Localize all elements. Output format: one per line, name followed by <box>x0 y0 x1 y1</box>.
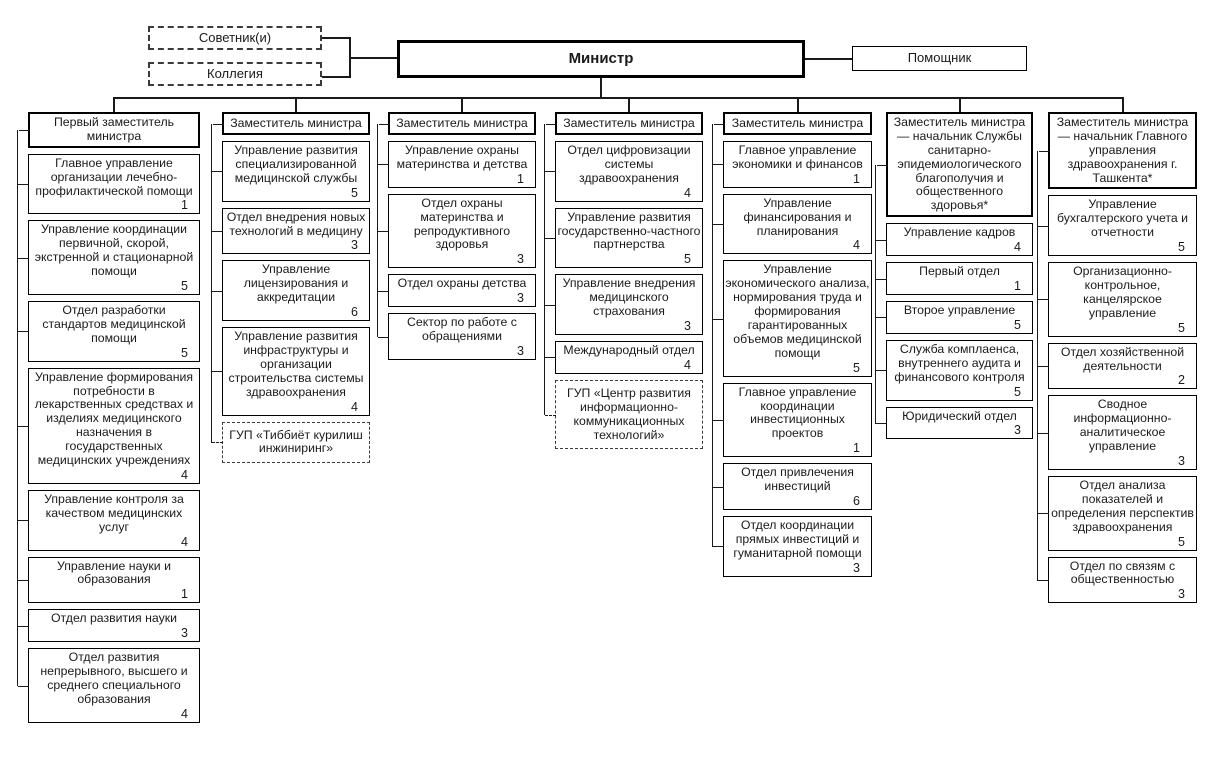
org-unit-box <box>1048 476 1197 551</box>
advisor-box <box>148 26 322 50</box>
connector-line <box>322 76 350 78</box>
unit-list <box>388 141 536 360</box>
org-unit-label: Отдел цифровизации системы здравоохранения <box>567 143 691 185</box>
org-unit-box <box>555 208 703 269</box>
org-unit-box <box>1048 395 1197 470</box>
org-unit-label: Управление охраны материнства и детства <box>396 143 528 171</box>
org-unit-label: Отдел внедрения новых технологий в медицину <box>226 209 366 238</box>
staff-count: 2 <box>1178 373 1185 388</box>
unit-list <box>1048 195 1197 603</box>
staff-count: 3 <box>684 319 691 334</box>
org-unit-label: Отдел анализа показателей и определения перспектив здравоохранения <box>1051 478 1194 534</box>
collegium-label: Коллегия <box>207 65 263 81</box>
staff-count: 4 <box>1014 240 1021 255</box>
staff-count: 3 <box>1178 454 1185 469</box>
org-unit-box <box>1048 262 1197 337</box>
unit-list <box>222 141 370 463</box>
deputy-header-label: Заместитель министра <box>563 115 695 130</box>
org-unit-label: Управление развития государственно-частного партнерства <box>557 209 701 252</box>
connector-line <box>1122 97 1124 112</box>
org-unit-label: Отдел по связям с общественностью <box>1069 558 1176 587</box>
deputy-header <box>555 112 703 135</box>
org-unit-label: Управление формирования потребности в лекарственных средствах и изделиях медицинского назначения в государственных медицинских учреждениях <box>34 369 194 468</box>
org-unit-box <box>886 223 1033 256</box>
org-column <box>222 112 370 469</box>
org-unit-box <box>555 380 703 450</box>
org-unit-box <box>886 340 1033 401</box>
staff-count: 4 <box>181 534 188 549</box>
column-spine-line <box>875 165 876 424</box>
org-unit-box <box>28 220 200 295</box>
deputy-header-label: Заместитель министра <box>731 115 864 130</box>
org-unit-box <box>388 194 536 269</box>
org-unit-box <box>886 407 1033 440</box>
staff-count: 5 <box>684 252 691 267</box>
org-unit-box <box>28 154 200 215</box>
org-unit-box <box>723 141 872 188</box>
org-unit-label: Управление финансирования и планирования <box>743 195 852 238</box>
org-unit-label: Главное управление экономики и финансов <box>732 143 863 171</box>
org-unit-box <box>723 194 872 255</box>
org-unit-box <box>555 274 703 335</box>
org-unit-label: Отдел развития непрерывного, высшего и среднего специального образования <box>40 650 188 706</box>
org-unit-label: Юридический отдел <box>902 408 1017 423</box>
staff-count: 1 <box>853 171 860 186</box>
deputy-header-label: Заместитель министра <box>396 115 528 130</box>
org-column <box>388 112 536 366</box>
staff-count: 3 <box>351 238 358 253</box>
unit-list <box>28 154 200 723</box>
column-spine-line <box>211 124 212 444</box>
org-column <box>723 112 872 583</box>
staff-count: 4 <box>853 238 860 253</box>
deputy-header-label: Заместитель министра <box>230 115 362 130</box>
staff-count: 5 <box>1178 240 1185 255</box>
org-unit-label: Главное управление организации лечебно-профилактической помощи <box>35 155 193 198</box>
org-unit-box <box>723 260 872 376</box>
deputy-header-label: Первый заместитель министра <box>53 115 175 143</box>
connector-line <box>797 97 799 112</box>
distribution-line <box>114 97 1123 99</box>
org-unit-label: Отдел координации прямых инвестиций и гуманитарной помощи <box>733 518 862 560</box>
org-unit-label: Отдел охраны детства <box>397 276 527 291</box>
org-unit-label: ГУП «Тиббиёт курилиш инжиниринг» <box>229 427 363 456</box>
org-unit-label: Управление внедрения медицинского страхования <box>562 276 696 319</box>
org-unit-box <box>28 648 200 723</box>
org-unit-box <box>28 609 200 642</box>
org-unit-box <box>388 141 536 188</box>
org-unit-box <box>723 516 872 577</box>
staff-count: 6 <box>853 494 860 509</box>
org-unit-label: Отдел привлечения инвестиций <box>741 465 854 494</box>
org-unit-box <box>222 327 370 415</box>
org-unit-label: Отдел разработки стандартов медицинской помощи <box>42 303 186 345</box>
staff-count: 3 <box>1014 423 1021 438</box>
deputy-header <box>1048 112 1197 189</box>
deputy-header <box>886 112 1033 217</box>
deputy-header-label: Заместитель министра — начальник Главного управления здравоохранения г. Ташкента* <box>1056 115 1189 185</box>
org-unit-label: ГУП «Центр развития информационно-коммуникационных технологий» <box>567 385 691 442</box>
staff-count: 3 <box>181 626 188 641</box>
column-spine-line <box>544 124 545 416</box>
staff-count: 4 <box>181 467 188 482</box>
org-unit-box <box>28 301 200 362</box>
org-column <box>886 112 1033 445</box>
org-unit-label: Управление кадров <box>903 225 1016 240</box>
staff-count: 3 <box>1178 587 1185 602</box>
org-unit-label: Управление контроля за качеством медицинских услуг <box>44 491 184 534</box>
staff-count: 5 <box>1014 317 1021 332</box>
staff-count: 1 <box>181 587 188 602</box>
org-column <box>1048 112 1197 609</box>
staff-count: 3 <box>517 291 524 306</box>
org-unit-label: Организационно-контрольное, канцелярское управление <box>1073 264 1172 320</box>
staff-count: 6 <box>351 305 358 320</box>
org-unit-label: Управление развития инфраструктуры и организации строительства системы здравоохранения <box>228 329 364 399</box>
deputy-header <box>723 112 872 135</box>
org-unit-label: Управление бухгалтерского учета и отчетности <box>1056 197 1189 240</box>
connector-line <box>322 37 350 39</box>
column-spine-line <box>712 124 713 547</box>
org-unit-label: Служба комплаенса, внутреннего аудита и финансового контроля <box>894 341 1025 384</box>
org-unit-label: Сектор по работе с обращениями <box>407 315 517 344</box>
connector-line <box>628 97 630 112</box>
org-unit-box <box>222 208 370 255</box>
connector-line <box>295 97 297 112</box>
staff-count: 4 <box>351 399 358 414</box>
staff-count: 5 <box>181 345 188 360</box>
org-unit-label: Сводное информационно-аналитическое управление <box>1073 397 1172 454</box>
staff-count: 5 <box>1178 320 1185 335</box>
assistant-box <box>852 46 1027 71</box>
staff-count: 1 <box>517 171 524 186</box>
staff-count: 5 <box>853 360 860 375</box>
org-unit-label: Управление развития специализированной медицинской службы <box>234 143 358 185</box>
staff-count: 5 <box>1178 534 1185 549</box>
org-unit-box <box>222 422 370 464</box>
org-unit-label: Управление науки и образования <box>57 558 171 587</box>
connector-line <box>805 58 852 60</box>
staff-count: 1 <box>1014 279 1021 294</box>
minister-label: Министр <box>568 49 634 67</box>
org-unit-box <box>555 341 703 374</box>
org-unit-label: Главное управление координации инвестиционных проектов <box>738 384 857 441</box>
org-unit-box <box>222 260 370 321</box>
advisor-label: Советник(и) <box>198 29 272 45</box>
unit-list <box>555 141 703 449</box>
staff-count: 4 <box>684 357 691 372</box>
org-unit-box <box>1048 343 1197 390</box>
org-unit-box <box>886 301 1033 334</box>
staff-count: 1 <box>853 441 860 456</box>
deputy-header <box>222 112 370 135</box>
staff-count: 4 <box>181 706 188 721</box>
org-unit-label: Второе управление <box>903 303 1016 318</box>
org-unit-label: Отдел хозяйственной деятельности <box>1060 344 1185 373</box>
connector-line <box>600 78 602 97</box>
org-unit-box <box>388 274 536 307</box>
assistant-label: Помощник <box>907 50 972 66</box>
column-spine-line <box>17 130 18 686</box>
org-unit-label: Управление координации первичной, скорой, экстренной и стационарной помощи <box>34 222 194 279</box>
org-unit-label: Отдел охраны материнства и репродуктивного здоровья <box>413 195 511 252</box>
org-unit-box <box>222 141 370 202</box>
staff-count: 1 <box>181 198 188 213</box>
org-unit-label: Управление лицензирования и аккредитации <box>243 262 349 305</box>
deputy-header <box>388 112 536 135</box>
org-unit-box <box>1048 557 1197 604</box>
connector-line <box>351 57 397 59</box>
column-spine-line <box>377 124 378 337</box>
deputy-header <box>28 112 200 148</box>
deputy-header-label: Заместитель министра — начальник Службы санитарно-эпидемиологического благополучия и общественного здоровья* <box>893 115 1026 213</box>
org-column <box>28 112 200 729</box>
staff-count: 3 <box>517 344 524 359</box>
staff-count: 4 <box>684 185 691 200</box>
org-unit-box <box>28 557 200 604</box>
org-unit-box <box>1048 195 1197 256</box>
org-column <box>555 112 703 455</box>
staff-count: 5 <box>1014 384 1021 399</box>
unit-list <box>886 223 1033 439</box>
unit-list <box>723 141 872 577</box>
staff-count: 5 <box>181 279 188 294</box>
staff-count: 5 <box>351 185 358 200</box>
org-unit-box <box>28 490 200 551</box>
org-unit-label: Отдел развития науки <box>50 611 178 626</box>
staff-count: 3 <box>517 252 524 267</box>
org-unit-label: Международный отдел <box>563 343 695 358</box>
org-unit-label: Управление экономического анализа, нормирования труда и формирования гарантированных объемов медицинской помощи <box>725 262 870 360</box>
org-unit-box <box>723 463 872 510</box>
org-unit-label: Первый отдел <box>919 264 1000 279</box>
org-unit-box <box>28 368 200 484</box>
staff-count: 3 <box>853 560 860 575</box>
connector-line <box>959 97 961 112</box>
org-unit-box <box>555 141 703 202</box>
org-unit-box <box>388 313 536 360</box>
connector-line <box>113 97 115 112</box>
collegium-box <box>148 62 322 86</box>
connector-line <box>461 97 463 112</box>
org-unit-box <box>886 262 1033 295</box>
org-unit-box <box>723 383 872 458</box>
minister-box <box>397 40 805 78</box>
column-spine-line <box>1037 151 1038 581</box>
